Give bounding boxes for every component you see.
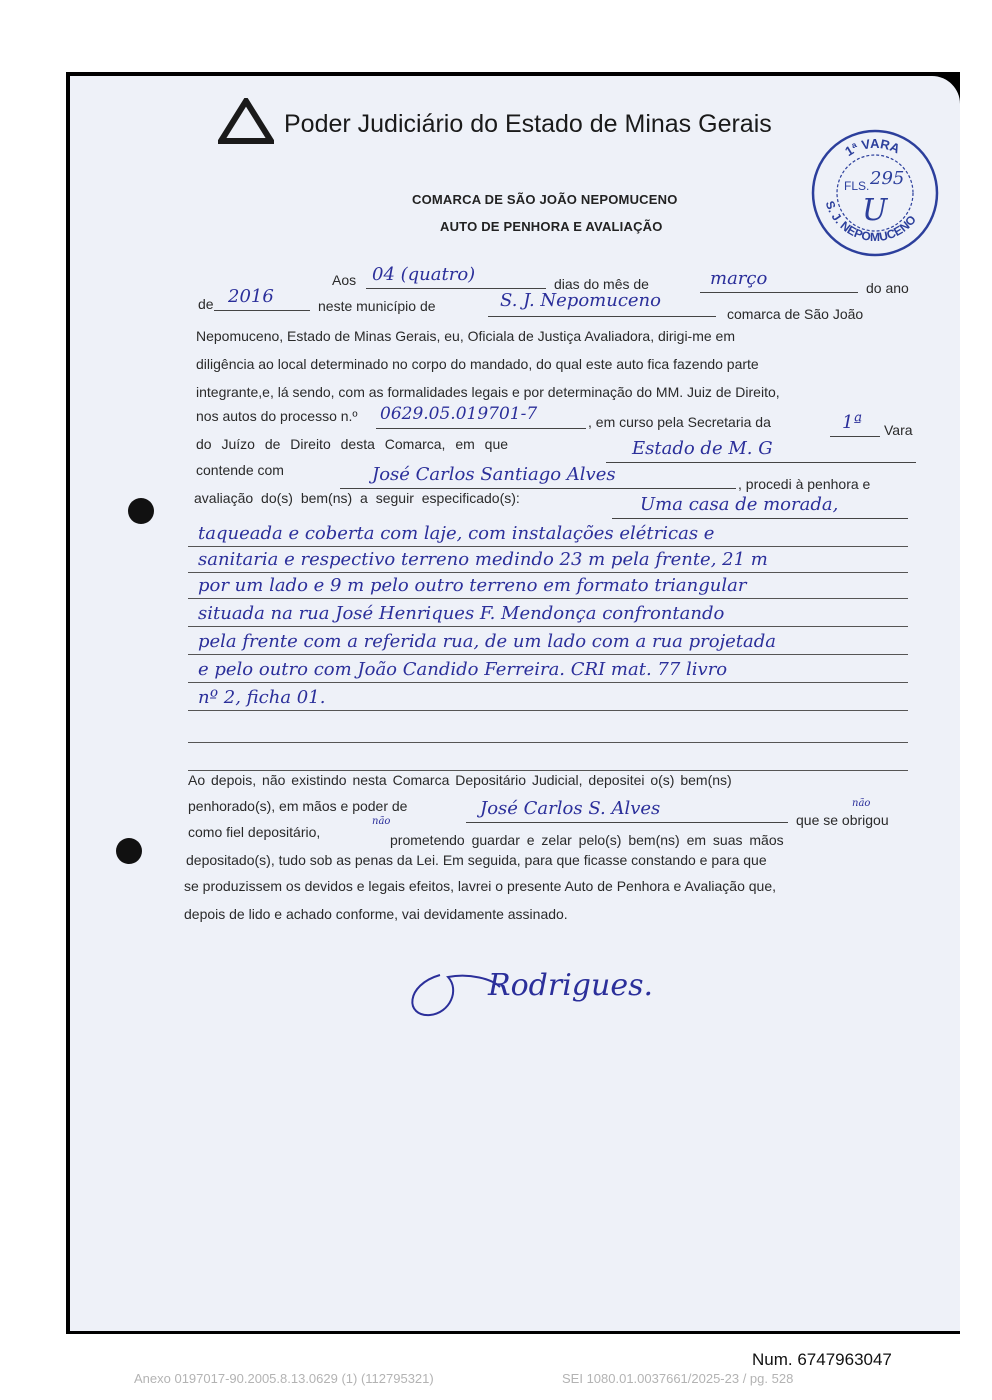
autor-underline — [606, 462, 916, 463]
description-row-6 — [188, 656, 908, 683]
closing-line-4: depositado(s), tudo sob as penas da Lei. Em seguida, para que ficasse constando e para que — [186, 852, 767, 868]
nao-annotation-2: não — [372, 816, 391, 827]
signature — [400, 955, 720, 1035]
dias-do-mes-label: dias do mês de — [554, 276, 649, 292]
mes-value: março — [710, 268, 768, 289]
description-row-3 — [188, 572, 908, 599]
procedi-label: , procedi à penhora e — [738, 476, 871, 492]
page-title: Poder Judiciário do Estado de Minas Gerais — [284, 110, 772, 138]
depositario-name: José Carlos S. Alves — [480, 798, 661, 819]
description-underline-0 — [612, 518, 908, 519]
ano-underline — [214, 310, 310, 311]
dia-value: 04 (quatro) — [372, 264, 476, 285]
description-row-5 — [188, 628, 908, 655]
de-label: de — [198, 296, 214, 312]
court-stamp — [810, 128, 940, 258]
vara-label: Vara — [884, 422, 913, 438]
contende-com-label: contende com — [196, 462, 284, 478]
description-row-4 — [188, 600, 908, 627]
closing-line-3a: como fiel depositário, — [188, 824, 321, 840]
description-line-2: sanitaria e respectivo terreno medindo 23 m pela frente, 21 m — [198, 549, 768, 570]
description-line-7: nº 2, ficha 01. — [198, 687, 326, 708]
comarca-de-label: comarca de São João — [727, 306, 864, 322]
description-line-1: taqueada e coberta com laje, com instalações elétricas e — [198, 523, 715, 544]
description-row-2 — [188, 546, 908, 573]
description-line-4: situada na rua José Henriques F. Mendonça confrontando — [198, 603, 725, 624]
closing-line-6: depois de lido e achado conforme, vai devidamente assinado. — [184, 906, 568, 922]
avaliacao-label: avaliação do(s) bem(ns) a seguir especificado(s): — [194, 490, 520, 506]
ano-value: 2016 — [228, 286, 274, 307]
judiciary-logo-icon — [218, 98, 274, 144]
description-line-0: Uma casa de morada, — [640, 494, 839, 515]
municipio-underline — [488, 316, 716, 317]
mes-underline — [700, 292, 858, 293]
document-number: Num. 6747963047 — [752, 1350, 892, 1369]
blank-rule-1 — [188, 742, 908, 743]
reu-value: José Carlos Santiago Alves — [372, 464, 616, 485]
stamp-fls-label: FLS. — [844, 179, 870, 193]
description-line-3: por um lado e 9 m pelo outro terreno em formato triangular — [198, 575, 747, 596]
neste-municipio-label: neste município de — [318, 298, 436, 314]
nos-autos-label: nos autos do processo n.º — [196, 408, 358, 424]
description-row-7 — [188, 684, 908, 711]
body-line-4: diligência ao local determinado no corpo do mandado, do qual este auto fica fazendo parte — [196, 356, 759, 372]
stamp-fls-number: 295 — [870, 168, 905, 189]
comarca-heading: COMARCA DE SÃO JOÃO NEPOMUCENO — [412, 192, 678, 207]
description-row-1 — [188, 520, 908, 547]
punch-hole-top — [128, 498, 154, 524]
em-curso-label: , em curso pela Secretaria da — [588, 414, 771, 430]
dia-underline — [366, 288, 546, 289]
nao-annotation-1: não — [852, 798, 871, 809]
blank-rule-2 — [188, 770, 908, 771]
footer-sei: SEI 1080.01.0037661/2025-23 / pg. 528 — [562, 1371, 794, 1386]
description-line-6: e pelo outro com João Candido Ferreira. CRI mat. 77 livro — [198, 659, 728, 680]
vara-underline — [830, 436, 880, 437]
stamp-initials: U — [862, 193, 888, 228]
footer-anexo: Anexo 0197017-90.2005.8.13.0629 (1) (112795321) — [134, 1371, 434, 1386]
closing-line-2a: penhorado(s), em mãos e poder de — [188, 798, 408, 814]
stamp-vara: 1ª VARA — [842, 135, 903, 160]
stamp-city: S. J. NEPOMUCENO — [822, 199, 919, 245]
auto-heading: AUTO DE PENHORA E AVALIAÇÃO — [440, 219, 663, 234]
processo-number: 0629.05.019701-7 — [380, 404, 538, 424]
depositario-underline — [466, 822, 788, 823]
signature-text: Rodrigues. — [488, 968, 653, 1003]
closing-line-2b: que se obrigou — [796, 812, 889, 828]
description-line-5: pela frente com a referida rua, de um lado com a rua projetada — [198, 631, 777, 652]
vara-number: 1ª — [842, 412, 863, 433]
do-ano-label: do ano — [866, 280, 909, 296]
autor-value: Estado de M. G — [632, 438, 773, 459]
processo-underline — [376, 428, 586, 429]
juizo-label: do Juízo de Direito desta Comarca, em que — [196, 436, 509, 452]
reu-underline — [340, 488, 736, 489]
municipio-value: S. J. Nepomuceno — [500, 290, 661, 311]
body-line-3: Nepomuceno, Estado de Minas Gerais, eu, Oficiala de Justiça Avaliadora, dirigi-me em — [196, 328, 736, 344]
closing-line-3b: prometendo guardar e zelar pelo(s) bem(ns) em suas mãos — [390, 832, 784, 848]
punch-hole-bottom — [116, 838, 142, 864]
body-line-5: integrante,e, lá sendo, com as formalidades legais e por determinação do MM. Juiz de Direito, — [196, 384, 780, 400]
closing-line-5: se produzissem os devidos e legais efeitos, lavrei o presente Auto de Penhora e Avaliação que, — [184, 878, 777, 894]
closing-line-1: Ao depois, não existindo nesta Comarca Depositário Judicial, depositei o(s) bem(ns) — [188, 772, 732, 788]
aos-label: Aos — [332, 272, 357, 288]
